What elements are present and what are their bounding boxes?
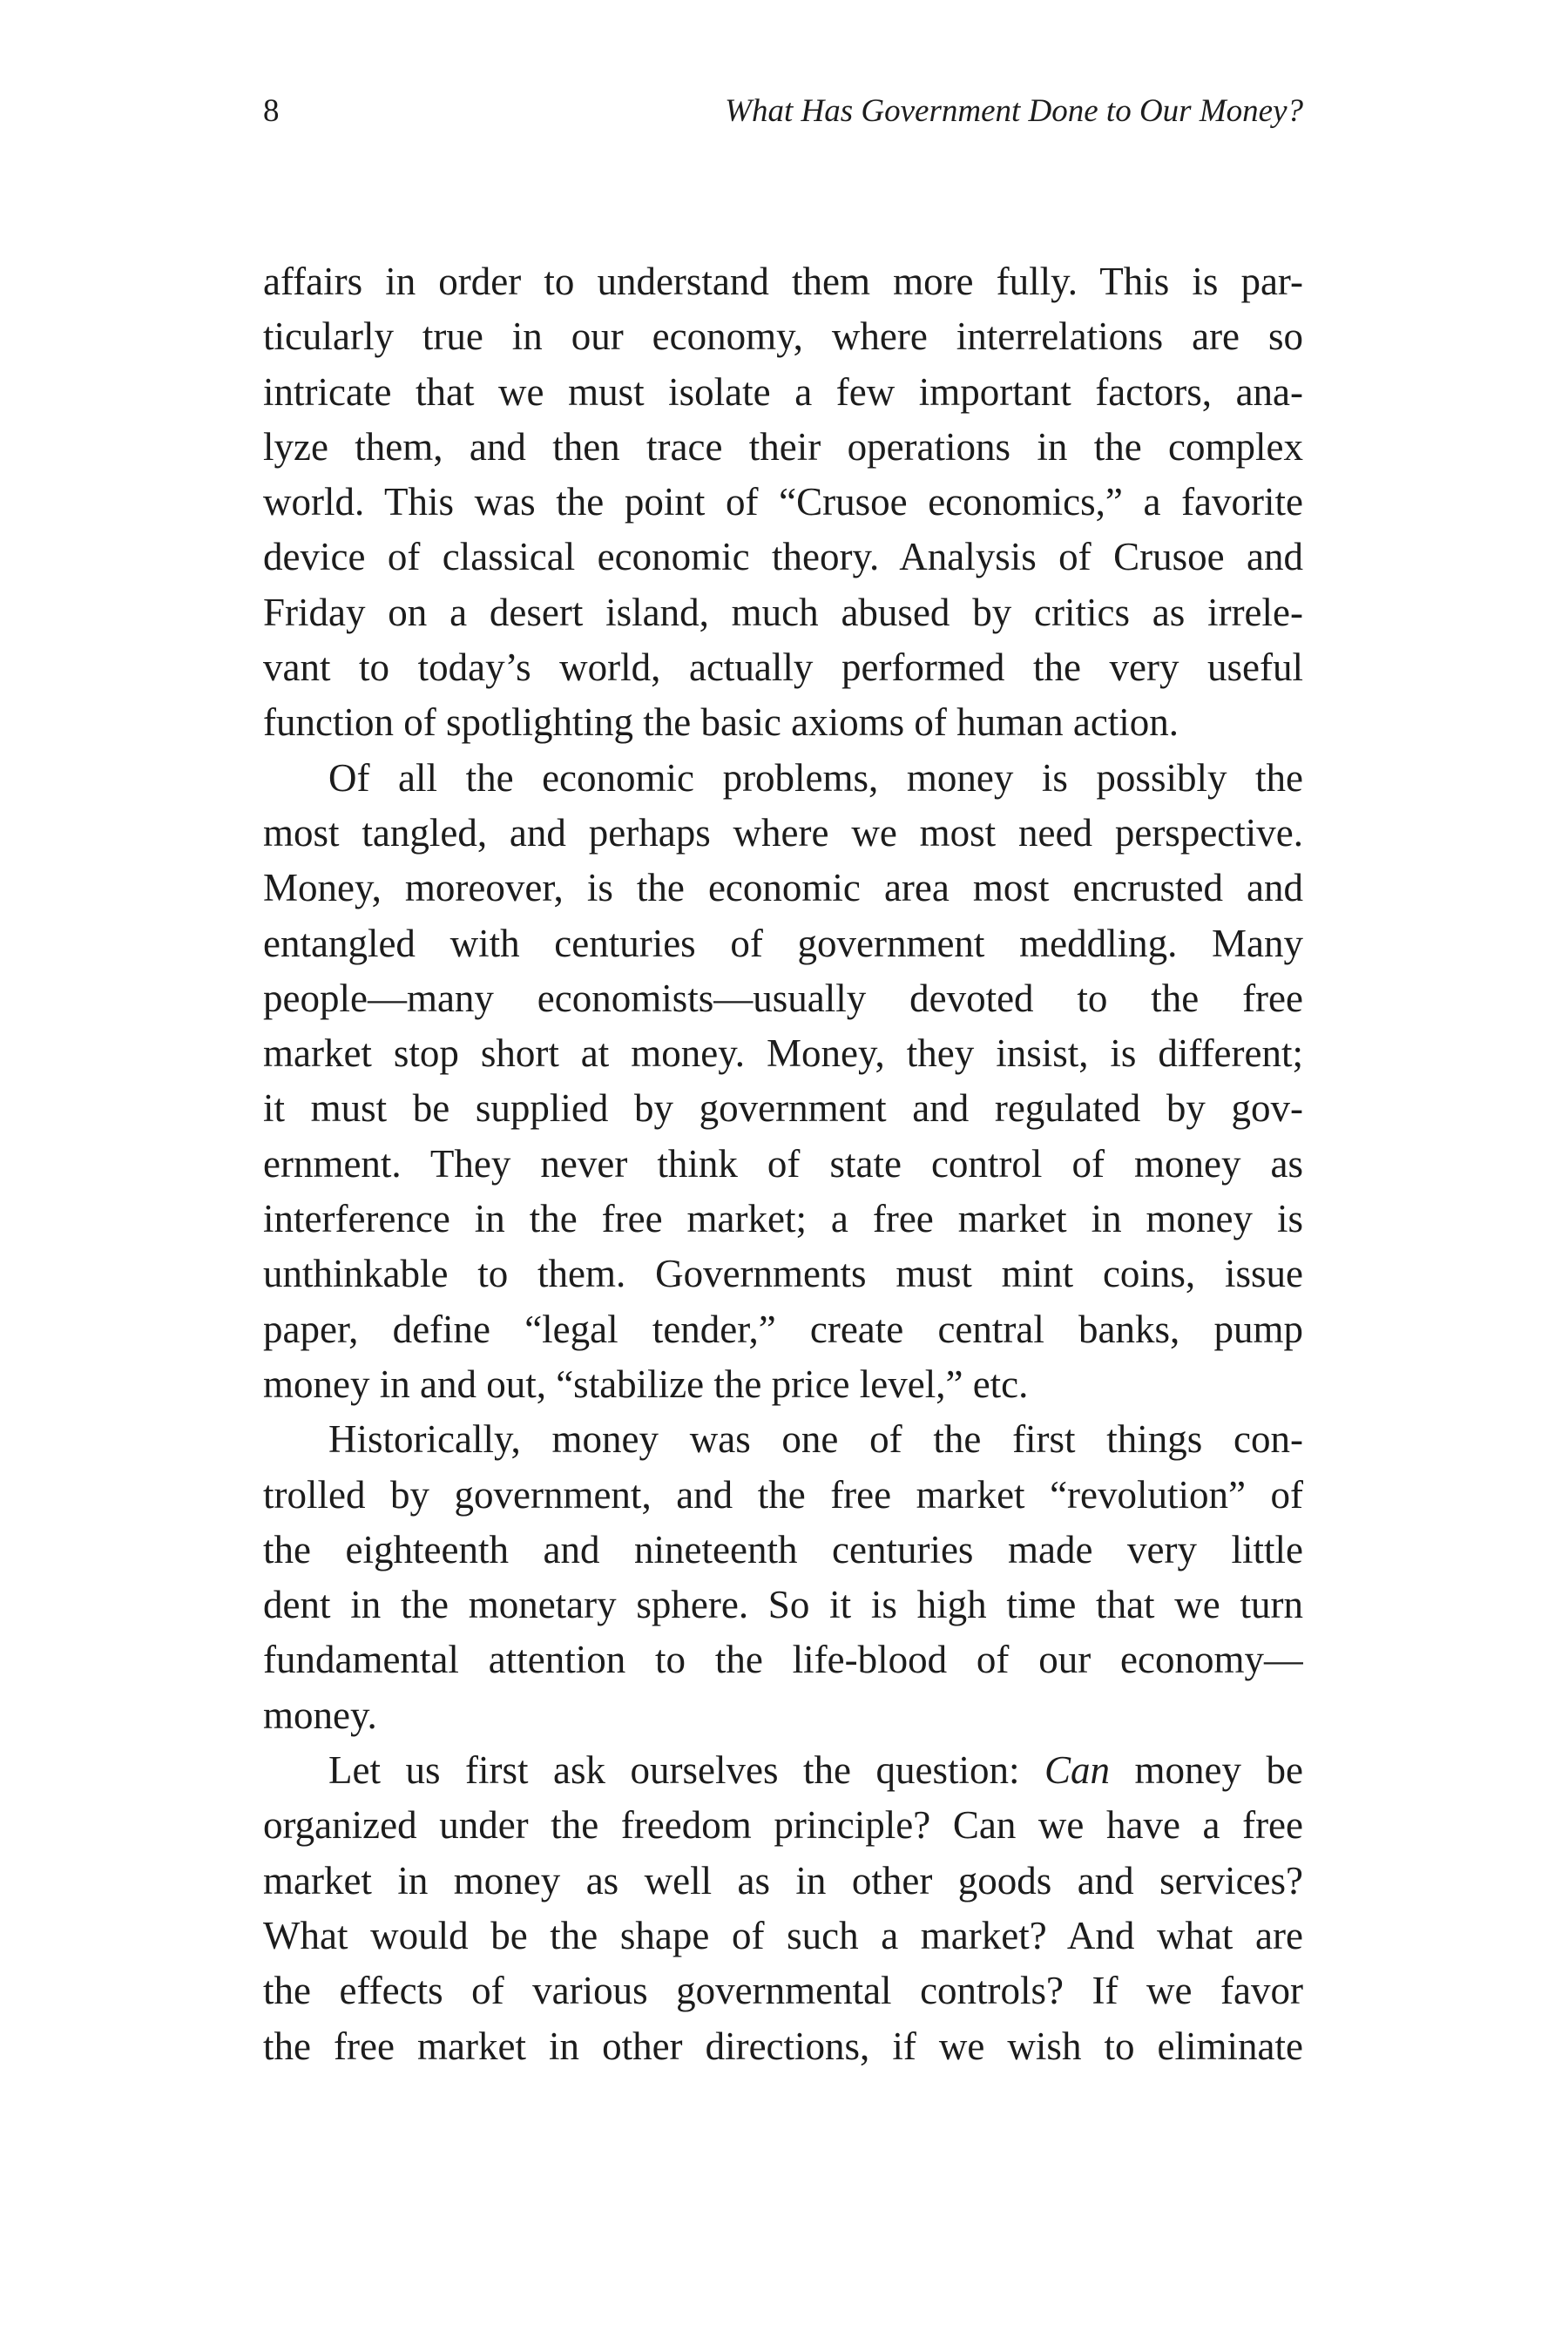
paragraph-3 bbox=[263, 1412, 1303, 1743]
running-head bbox=[263, 89, 1303, 134]
text-line-with-emphasis bbox=[263, 1743, 1303, 1798]
text-line: Historically, money was one of the first things con- bbox=[328, 1417, 1303, 1462]
text-line: dent in the monetary sphere. So it is high time that we turn bbox=[263, 1583, 1303, 1627]
text-line: the eighteenth and nineteenth centuries made very little bbox=[263, 1527, 1303, 1571]
text-segment: money be bbox=[1110, 1748, 1303, 1793]
text-line: market stop short at money. Money, they insist, is different; bbox=[263, 1031, 1303, 1076]
paragraph-2 bbox=[263, 751, 1303, 1413]
text-line: device of classical economic theory. Analysis of Crusoe and bbox=[263, 535, 1303, 579]
running-head-title: What Has Government Done to Our Money? bbox=[725, 93, 1303, 129]
text-line: trolled by government, and the free market “revolution” of bbox=[263, 1472, 1303, 1517]
text-line: ticularly true in our economy, where interrelations are so bbox=[263, 314, 1303, 359]
text-line: paper, define “legal tender,” create central banks, pump bbox=[263, 1307, 1303, 1351]
text-line: Of all the economic problems, money is possibly the bbox=[328, 755, 1303, 800]
text-line: lyze them, and then trace their operations in the complex bbox=[263, 424, 1303, 469]
text-line: it must be supplied by government and regulated by gov- bbox=[263, 1086, 1303, 1131]
text-line: fundamental attention to the life-blood of our economy— bbox=[263, 1638, 1303, 1682]
text-line: money in and out, “stabilize the price level,” etc. bbox=[263, 1362, 1029, 1406]
text-line: interference in the free market; a free market in money is bbox=[263, 1197, 1303, 1241]
text-line: vant to today’s world, actually performed the very useful bbox=[263, 645, 1303, 690]
text-line: Money, moreover, is the economic area most encrusted and bbox=[263, 866, 1303, 910]
text-line: world. This was the point of “Crusoe economics,” a favorite bbox=[263, 480, 1303, 524]
text-line: most tangled, and perhaps where we most need perspective. bbox=[263, 810, 1303, 855]
text-line: organized under the freedom principle? Can we have a free bbox=[263, 1803, 1303, 1848]
text-line: people—many economists—usually devoted to the free bbox=[263, 976, 1303, 1020]
page-number: 8 bbox=[263, 93, 280, 129]
text-line: market in money as well as in other goods and services? bbox=[263, 1858, 1303, 1903]
text-line: entangled with centuries of government meddling. Many bbox=[263, 921, 1303, 965]
paragraph-4 bbox=[263, 1743, 1303, 2074]
text-segment: Let us first ask ourselves the question: bbox=[328, 1748, 1044, 1793]
text-line: ernment. They never think of state control of money as bbox=[263, 1141, 1303, 1186]
text-line: function of spotlighting the basic axioms of human action. bbox=[263, 700, 1179, 745]
text-line: money. bbox=[263, 1693, 377, 1737]
text-line: the effects of various governmental controls? If we favor bbox=[263, 1969, 1303, 2013]
text-line: What would be the shape of such a market? And what are bbox=[263, 1913, 1303, 1957]
text-line: unthinkable to them. Governments must mint coins, issue bbox=[263, 1252, 1303, 1296]
text-line: Friday on a desert island, much abused by critics as irrele- bbox=[263, 590, 1303, 634]
emphasized-word: Can bbox=[1044, 1748, 1111, 1793]
text-line: intricate that we must isolate a few important factors, ana- bbox=[263, 369, 1303, 414]
body-text bbox=[263, 254, 1303, 2074]
text-line: affairs in order to understand them more fully. This is par- bbox=[263, 260, 1303, 303]
text-line: the free market in other directions, if we wish to eliminate bbox=[263, 2024, 1303, 2068]
paragraph-1 bbox=[263, 254, 1303, 751]
